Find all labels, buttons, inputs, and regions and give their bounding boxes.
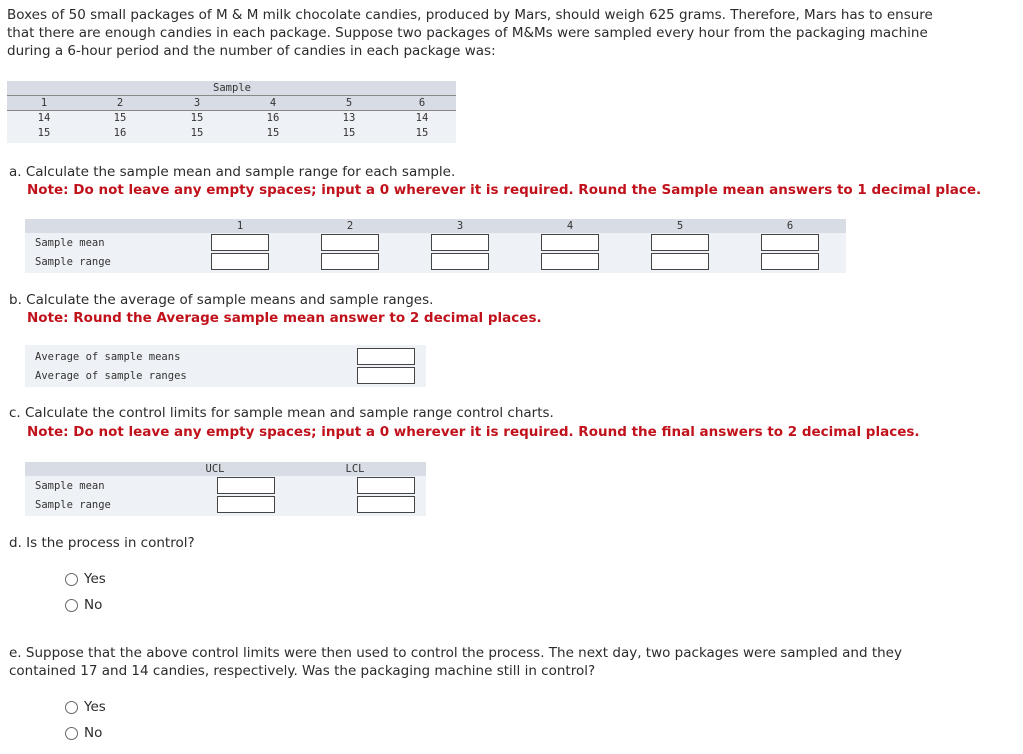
sample-range-5-input[interactable] (651, 253, 709, 270)
part-b-label-means: Average of sample means (35, 351, 181, 363)
part-c-label-range: Sample range (35, 499, 111, 511)
part-c-label-mean: Sample mean (35, 480, 105, 492)
part-d-option-yes[interactable]: Yes (65, 571, 106, 587)
part-a-header-2: 2 (346, 220, 354, 232)
part-a-header-1: 1 (236, 220, 244, 232)
sample-mean-5-input[interactable] (651, 234, 709, 251)
col-header-2: 2 (116, 97, 124, 109)
cell-r1-c5: 13 (342, 112, 356, 124)
cell-r2-c4: 15 (266, 127, 280, 139)
radio-icon[interactable] (65, 599, 78, 612)
cell-r1-c4: 16 (266, 112, 280, 124)
sample-range-3-input[interactable] (431, 253, 489, 270)
sample-mean-2-input[interactable] (321, 234, 379, 251)
part-a-header-3: 3 (456, 220, 464, 232)
part-e-option-yes[interactable]: Yes (65, 699, 106, 715)
part-a-question: a. Calculate the sample mean and sample range for each sample. (9, 164, 456, 180)
cell-r1-c3: 15 (190, 112, 204, 124)
cell-r2-c3: 15 (190, 127, 204, 139)
radio-icon[interactable] (65, 701, 78, 714)
cell-r2-c2: 16 (113, 127, 127, 139)
part-b-note: Note: Round the Average sample mean answer to 2 decimal places. (27, 310, 542, 326)
part-a-label-mean: Sample mean (35, 237, 105, 249)
cell-r1-c2: 15 (113, 112, 127, 124)
sample-mean-4-input[interactable] (541, 234, 599, 251)
average-sample-means-input[interactable] (357, 348, 415, 365)
part-e-option-no[interactable]: No (65, 725, 102, 741)
radio-icon[interactable] (65, 727, 78, 740)
col-header-3: 3 (193, 97, 201, 109)
ucl-mean-input[interactable] (217, 477, 275, 494)
sample-range-2-input[interactable] (321, 253, 379, 270)
part-d-option-no[interactable]: No (65, 597, 102, 613)
part-c-table (25, 462, 427, 516)
data-table (7, 81, 457, 143)
part-a-header-4: 4 (566, 220, 574, 232)
part-b-label-ranges: Average of sample ranges (35, 370, 187, 382)
col-header-1: 1 (40, 97, 48, 109)
lcl-mean-input[interactable] (357, 477, 415, 494)
sample-mean-1-input[interactable] (211, 234, 269, 251)
part-c-note: Note: Do not leave any empty spaces; input a 0 wherever it is required. Round the final answers to 2 decimal places. (27, 424, 920, 440)
average-sample-ranges-input[interactable] (357, 367, 415, 384)
cell-r1-c6: 14 (415, 112, 429, 124)
radio-icon[interactable] (65, 573, 78, 586)
part-d-question: d. Is the process in control? (9, 535, 195, 551)
part-c-question: c. Calculate the control limits for sample mean and sample range control charts. (9, 405, 554, 421)
col-header-6: 6 (418, 97, 426, 109)
part-a-note: Note: Do not leave any empty spaces; input a 0 wherever it is required. Round the Sample mean answers to 1 decimal place. (27, 182, 982, 198)
sample-mean-3-input[interactable] (431, 234, 489, 251)
sample-range-1-input[interactable] (211, 253, 269, 270)
col-header-4: 4 (269, 97, 277, 109)
sample-mean-6-input[interactable] (761, 234, 819, 251)
ucl-range-input[interactable] (217, 496, 275, 513)
sample-range-4-input[interactable] (541, 253, 599, 270)
part-a-header-6: 6 (786, 220, 794, 232)
part-a-table (25, 219, 847, 273)
cell-r2-c1: 15 (37, 127, 51, 139)
cell-r2-c6: 15 (415, 127, 429, 139)
part-a-label-range: Sample range (35, 256, 111, 268)
intro-text: Boxes of 50 small packages of M & M milk chocolate candies, produced by Mars, should weigh 625 grams. Therefore, Mars has to ensure that there are enough candies in each package. Suppose two packages of M&Ms were sampled every hour from the packaging machine during a 6-hour period and the number of candies in each package was: (7, 7, 933, 59)
part-e-question: e. Suppose that the above control limits were then used to control the process. The next day, two packages were sampled and they contained 17 and 14 candies, respectively. Was the packaging machine still in control? (9, 645, 902, 679)
data-table-title: Sample (213, 82, 251, 94)
col-header-5: 5 (345, 97, 353, 109)
part-b-question: b. Calculate the average of sample means and sample ranges. (9, 292, 434, 308)
sample-range-6-input[interactable] (761, 253, 819, 270)
part-c-header-ucl: UCL (205, 463, 225, 475)
part-a-header-5: 5 (676, 220, 684, 232)
cell-r1-c1: 14 (37, 112, 51, 124)
lcl-range-input[interactable] (357, 496, 415, 513)
cell-r2-c5: 15 (342, 127, 356, 139)
part-b-table (25, 345, 426, 387)
part-c-header-lcl: LCL (345, 463, 365, 475)
